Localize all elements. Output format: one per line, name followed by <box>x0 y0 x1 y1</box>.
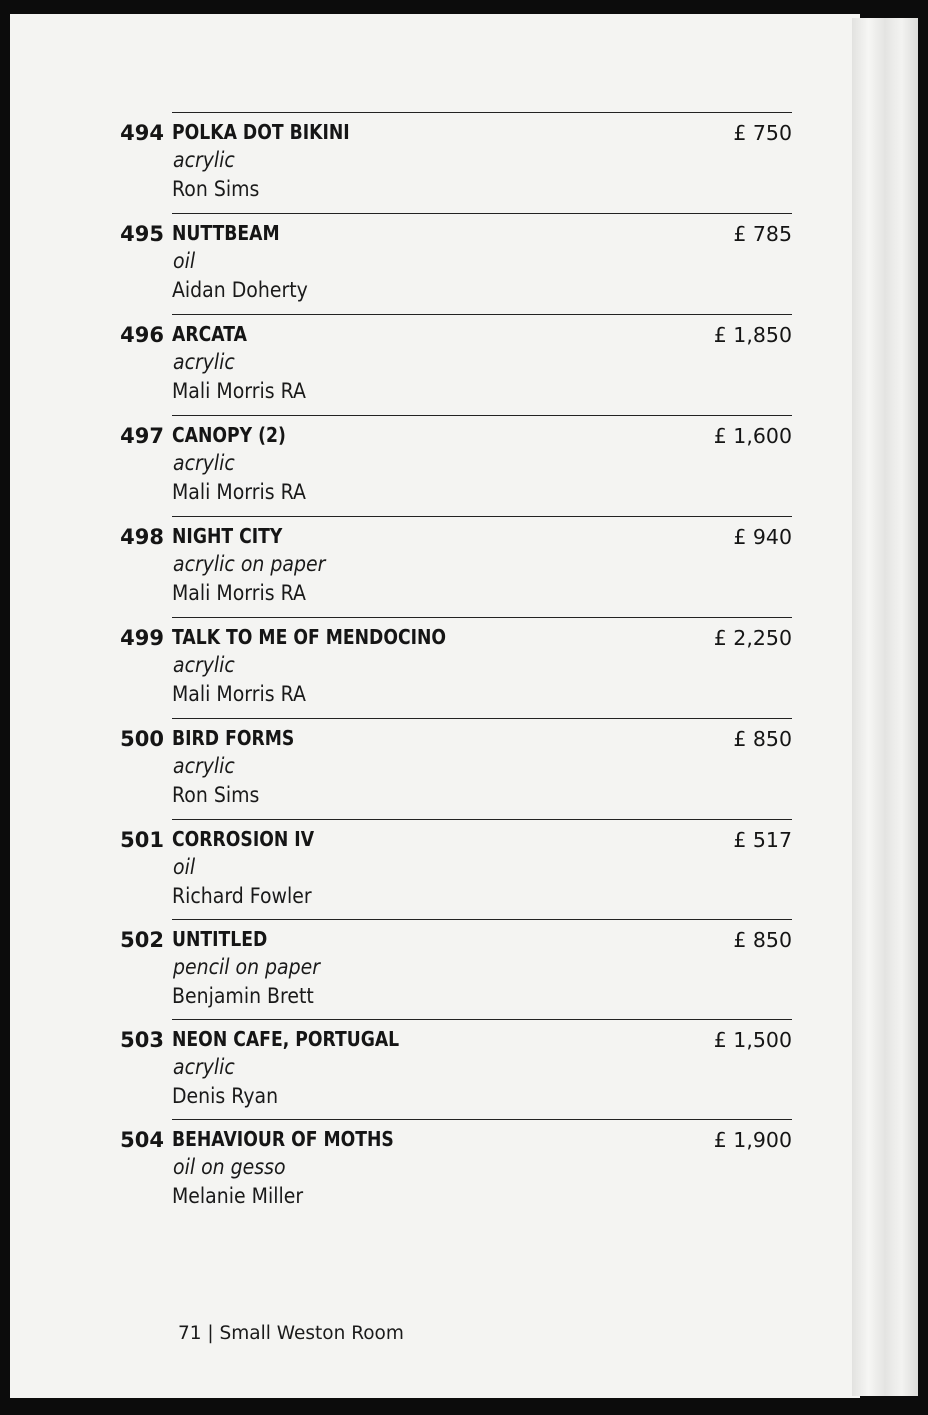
entry-title: POLKA DOT BIKINI <box>172 120 350 144</box>
entry-artist: Mali Morris RA <box>172 480 306 504</box>
entry-price: £ 850 <box>733 727 792 751</box>
entry-medium: acrylic on paper <box>173 552 326 576</box>
catalogue-entry-504 <box>120 1119 792 1220</box>
entry-artist: Benjamin Brett <box>172 984 314 1008</box>
entry-title: BIRD FORMS <box>172 726 295 750</box>
entry-title: BEHAVIOUR OF MOTHS <box>172 1127 394 1151</box>
entry-number: 498 <box>120 525 164 549</box>
catalogue-page <box>10 14 860 1398</box>
entry-price: £ 750 <box>733 121 792 145</box>
entry-number: 504 <box>120 1128 164 1152</box>
entry-title: ARCATA <box>172 322 247 346</box>
entry-medium: acrylic <box>173 653 235 677</box>
catalogue-entry-503 <box>120 1019 792 1120</box>
entry-title: CANOPY (2) <box>172 423 286 447</box>
entry-price: £ 1,850 <box>713 323 792 347</box>
entry-artist: Ron Sims <box>172 177 260 201</box>
catalogue-entry-500 <box>120 718 792 819</box>
entry-artist: Denis Ryan <box>172 1084 279 1108</box>
catalogue-entry-498 <box>120 516 792 617</box>
entry-artist: Mali Morris RA <box>172 581 306 605</box>
entry-medium: oil on gesso <box>173 1155 286 1179</box>
entry-price: £ 785 <box>733 222 792 246</box>
entry-number: 495 <box>120 222 164 246</box>
catalogue-entry-494 <box>120 112 792 213</box>
entry-number: 502 <box>120 928 164 952</box>
entry-artist: Mali Morris RA <box>172 379 306 403</box>
entry-number: 503 <box>120 1028 164 1052</box>
entry-medium: acrylic <box>173 350 235 374</box>
entry-title: NIGHT CITY <box>172 524 283 548</box>
entry-medium: acrylic <box>173 451 235 475</box>
catalogue-entry-502 <box>120 919 792 1020</box>
entry-artist: Mali Morris RA <box>172 682 306 706</box>
entry-number: 494 <box>120 121 164 145</box>
entry-number: 500 <box>120 727 164 751</box>
entry-price: £ 1,500 <box>713 1028 792 1052</box>
entry-price: £ 940 <box>733 525 792 549</box>
entry-artist: Aidan Doherty <box>172 278 308 302</box>
entry-title: NUTTBEAM <box>172 221 280 245</box>
entry-title: TALK TO ME OF MENDOCINO <box>172 625 447 649</box>
entry-price: £ 1,600 <box>713 424 792 448</box>
page-stack-edge <box>852 18 918 1396</box>
entry-medium: acrylic <box>173 1055 235 1079</box>
entry-price: £ 850 <box>733 928 792 952</box>
entry-artist: Ron Sims <box>172 783 260 807</box>
entry-number: 497 <box>120 424 164 448</box>
entry-medium: acrylic <box>173 754 235 778</box>
entry-medium: acrylic <box>173 148 235 172</box>
entry-title: UNTITLED <box>172 927 268 951</box>
entry-number: 496 <box>120 323 164 347</box>
catalogue-entry-497 <box>120 415 792 516</box>
catalogue-entry-499 <box>120 617 792 718</box>
catalogue-entry-496 <box>120 314 792 415</box>
entry-medium: oil <box>173 855 196 879</box>
entry-price: £ 1,900 <box>713 1128 792 1152</box>
entry-artist: Melanie Miller <box>172 1184 304 1208</box>
entry-number: 499 <box>120 626 164 650</box>
page-footer: 71 | Small Weston Room <box>178 1323 404 1344</box>
entry-artist: Richard Fowler <box>172 884 312 908</box>
entry-price: £ 2,250 <box>713 626 792 650</box>
entry-medium: pencil on paper <box>173 955 321 979</box>
entry-number: 501 <box>120 828 164 852</box>
entry-title: NEON CAFE, PORTUGAL <box>172 1027 400 1051</box>
entry-medium: oil <box>173 249 196 273</box>
catalogue-entry-495 <box>120 213 792 314</box>
entry-title: CORROSION IV <box>172 827 315 851</box>
entry-price: £ 517 <box>733 828 792 852</box>
catalogue-entry-501 <box>120 819 792 920</box>
